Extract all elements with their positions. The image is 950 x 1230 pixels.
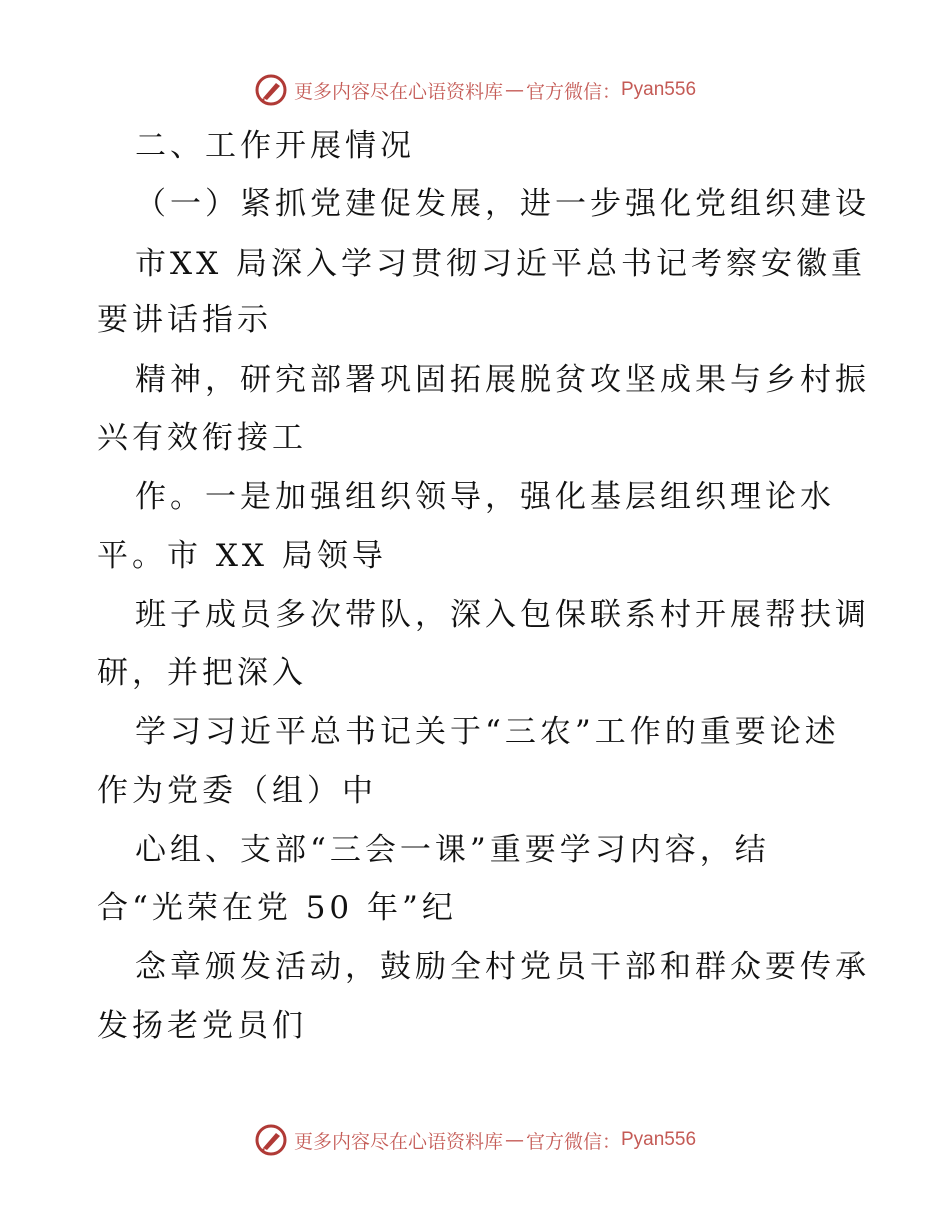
- paragraph-line: 班子成员多次带队，深入包保联系村开展帮扶调: [135, 597, 870, 633]
- paragraph-line: 平。市 XX 局领导: [97, 538, 387, 574]
- paragraph-line: 市XX 局深入学习贯彻习近平总书记考察安徽重: [135, 246, 866, 282]
- pen-logo-icon: [254, 73, 288, 107]
- watermark-separator: —: [504, 1129, 524, 1151]
- paragraph-line: 作为党委（组）中: [97, 773, 377, 809]
- footer-watermark: [0, 1120, 950, 1160]
- paragraph-line: 心组、支部“三会一课”重要学习内容，结: [135, 832, 770, 868]
- paragraph-line: 合“光荣在党 50 年”纪: [97, 890, 457, 926]
- watermark-wechat-label: 官方微信：: [525, 1130, 621, 1153]
- pen-logo-icon: [254, 1123, 288, 1157]
- watermark-text: 更多内容尽在心语资料库: [293, 1130, 503, 1153]
- watermark-wechat-id: Pyan556: [621, 79, 697, 100]
- paragraph-line: 发扬老党员们: [97, 1008, 307, 1044]
- paragraph-line: 念章颁发活动，鼓励全村党员干部和群众要传承: [135, 949, 870, 985]
- paragraph-line: 学习习近平总书记关于“三农”工作的重要论述: [135, 714, 840, 750]
- subsection-heading: （一）紧抓党建促发展，进一步强化党组织建设: [135, 186, 870, 222]
- header-watermark: [0, 70, 950, 110]
- paragraph-line: 精神，研究部署巩固拓展脱贫攻坚成果与乡村振: [135, 362, 870, 398]
- paragraph-line: 作。一是加强组织领导，强化基层组织理论水: [135, 479, 835, 515]
- watermark-text: 更多内容尽在心语资料库: [293, 80, 503, 103]
- paragraph-line: 要讲话指示: [97, 302, 272, 338]
- watermark-wechat-label: 官方微信：: [525, 80, 621, 103]
- section-heading: 二、工作开展情况: [135, 128, 415, 164]
- paragraph-line: 兴有效衔接工: [97, 420, 307, 456]
- watermark-separator: —: [504, 79, 524, 101]
- paragraph-line: 研，并把深入: [97, 655, 307, 691]
- watermark-wechat-id: Pyan556: [621, 1129, 697, 1150]
